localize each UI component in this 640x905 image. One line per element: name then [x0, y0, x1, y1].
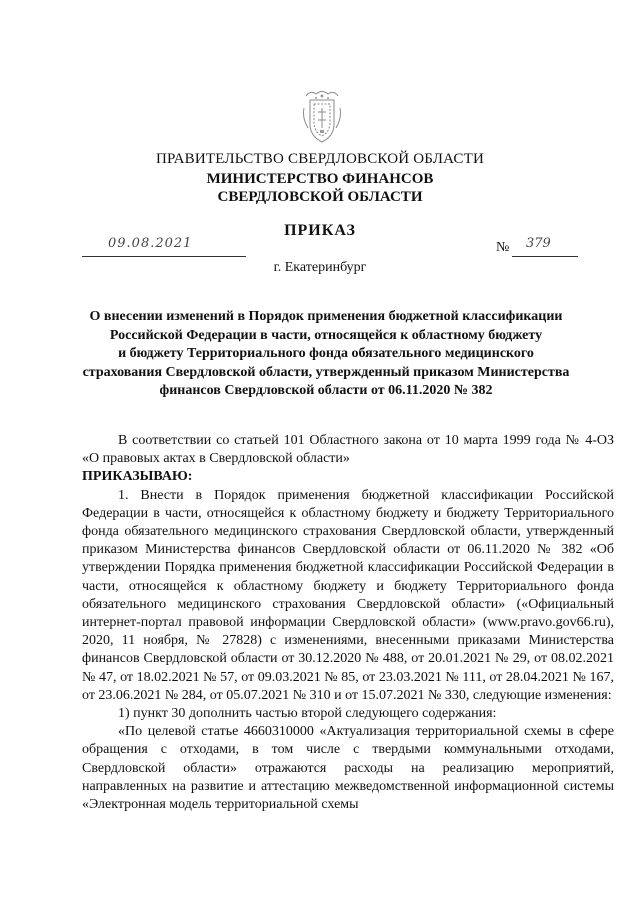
preamble-paragraph: В соответствии со статьей 101 Областного закона от 10 марта 1999 года № 4-ОЗ «О правовых актах в Свердловской области»: [82, 433, 614, 467]
number-label: №: [496, 240, 510, 255]
date-field: [82, 236, 246, 257]
subitem-1-paragraph: 1) пункт 30 дополнить частью второй следующего содержания:: [118, 706, 497, 722]
item-1-paragraph: 1. Внести в Порядок применения бюджетной классификации Российской Федерации в части, относящейся к областному бюджету и бюджету Территориального фонда обязательного медицинского страхования Свердловской области, утвержденный приказом Министерства финансов Свердловской области от 06.11.2020 № 382 «Об утверждении Порядка применения бюджетной классификации Российской Федерации в части, относящейся к областному бюджету и бюджету Территориального фонда обязательного медицинского страхования Свердловской области» («Официальный интернет-портал правовой информации Свердловской области» (www.pravo.gov66.ru), 2020, 11 ноября, № 27828) с изменениями, внесенными приказами Министерства финансов Свердловской области от 30.12.2020 № 488, от 20.01.2021 № 29, от 08.02.2021 № 47, от 18.02.2021 № 57, от 09.03.2021 № 85, от 23.03.2021 № 111, от 28.04.2021 № 167, от 23.06.2021 № 284, от 05.07.2021 № 310 и от 15.07.2021 № 330, следующие изменения:: [82, 487, 614, 703]
city-line: г. Екатеринбург: [273, 260, 367, 275]
government-name: ПРАВИТЕЛЬСТВО СВЕРДЛОВСКОЙ ОБЛАСТИ: [155, 151, 485, 167]
ministry-name-line2: СВЕРДЛОВСКОЙ ОБЛАСТИ: [217, 189, 423, 205]
title-line: страхования Свердловской области, утвержденный приказом Министерства: [82, 364, 570, 380]
title-line: и бюджету Территориального фонда обязательного медицинского: [118, 346, 534, 362]
coat-of-arms-emblem: [300, 88, 344, 148]
title-line: О внесении изменений в Порядок применения бюджетной классификации: [89, 309, 563, 324]
document-body: [82, 432, 614, 814]
handwritten-number: 379: [526, 236, 551, 251]
handwritten-date: 09.08.2021: [108, 236, 193, 251]
order-title-block: [76, 308, 576, 401]
order-word: ПРИКАЗЫВАЮ:: [82, 469, 193, 485]
title-line: финансов Свердловской области от 06.11.2020 № 382: [159, 383, 493, 399]
document-type: ПРИКАЗ: [284, 222, 356, 239]
number-field: [512, 236, 578, 257]
title-line: Российской Федерации в части, относящейся к областному бюджету: [109, 327, 543, 343]
quote-paragraph: «По целевой статье 4660310000 «Актуализация территориальной схемы в сфере обращения с отходами, в том числе с твердыми коммунальными отходами, Свердловской области» отражаются расходы на реализацию мероприятий, направленных на развитие и аттестацию межведомственной информационной системы «Электронная модель территориальной схемы: [82, 724, 614, 813]
ministry-name-line1: МИНИСТЕРСТВО ФИНАНСОВ: [206, 171, 434, 187]
